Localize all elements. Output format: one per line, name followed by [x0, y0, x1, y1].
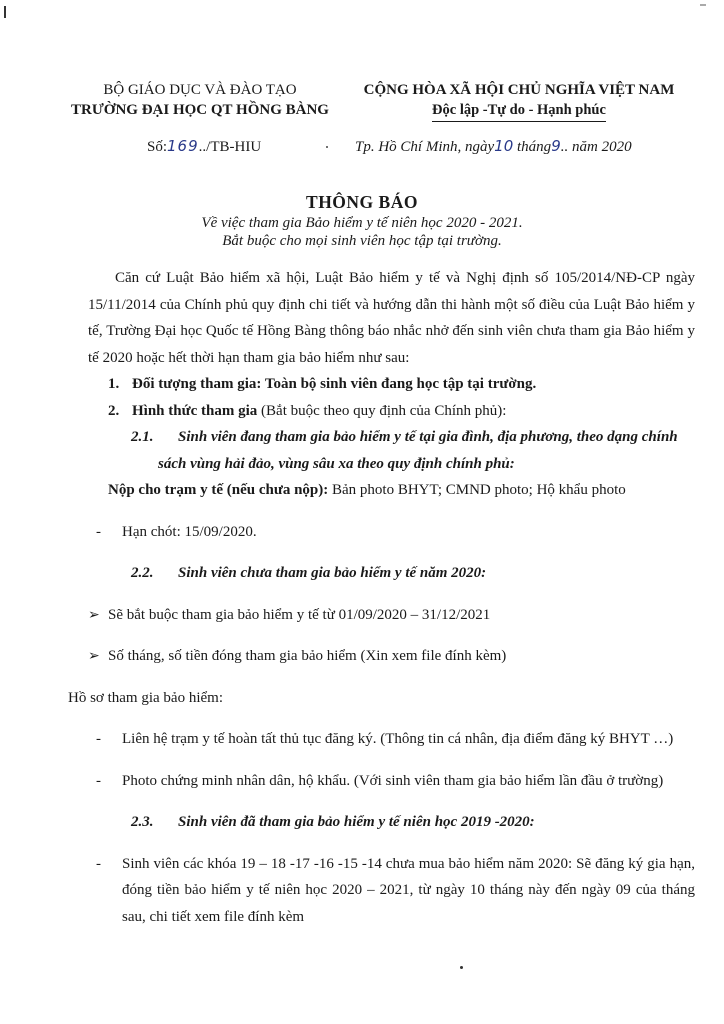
section-2-3-text: Sinh viên đã tham gia bảo hiểm y tế niên học 2019 -2020: — [178, 814, 535, 830]
intro-paragraph: Căn cứ Luật Bảo hiểm xã hội, Luật Bảo hiểm y tế và Nghị định số 105/2014/NĐ-CP ngày 15/11/2014 của Chính phủ quy định chi tiết và hướng dẫn thi hành một số điều của Luật Bảo hiểm y tế, Trường Đại học Quốc tế Hồng Bàng thông báo nhắc nhở đến sinh viên chưa tham gia Bảo hiểm y tế 2020 hoặc hết thời hạn tham gia bảo hiểm như sau: — [88, 270, 695, 366]
submit-rest: Bản photo BHYT; CMND photo; Hộ khẩu photo — [328, 482, 626, 498]
document-subtitle-1: Về việc tham gia Bảo hiểm y tế niên học 2020 - 2021. — [201, 215, 523, 231]
item-1-number: 1. — [108, 376, 120, 392]
national-motto: Độc lập -Tự do - Hạnh phúc — [432, 100, 606, 122]
reference-prefix: Số: — [147, 139, 168, 155]
bullet-1 — [88, 602, 695, 629]
national-header — [345, 80, 693, 122]
section-2-3-item-1: - Sinh viên các khóa 19 – 18 -17 -16 -15 -14 chưa mua bảo hiểm năm 2020: Sẽ đăng ký gia hạn, đóng tiền bảo hiểm y tế niên học 2020 – 2021, từ ngày 10 tháng này đến ngày 09 của tháng sau, chi tiết xem file đính kèm — [88, 851, 695, 931]
section-2-2-text: Sinh viên chưa tham gia bảo hiểm y tế năm 2020: — [178, 565, 487, 581]
dossier-heading: Hồ sơ tham gia bảo hiểm: — [68, 689, 223, 706]
section-2-3-number: 2.3. — [131, 814, 154, 830]
scan-mark-right — [700, 4, 706, 6]
arrow-bullet-icon: ➢ — [88, 648, 100, 664]
document-subtitle-2: Bắt buộc cho mọi sinh viên học tập tại trường. — [222, 233, 502, 249]
bullet-2 — [88, 643, 695, 670]
section-2-2-number: 2.2. — [131, 565, 154, 581]
arrow-bullet-icon: ➢ — [88, 606, 100, 623]
section-2-1-text: Sinh viên đang tham gia bảo hiểm y tế tại gia đình, địa phương, theo dạng chính sách vùng hải đảo, vùng sâu xa theo quy định chính phủ: — [158, 429, 678, 472]
reference-number — [147, 137, 261, 156]
reference-number-handwritten: 169 — [167, 137, 199, 155]
item-1 — [88, 371, 695, 398]
submit-bold: Nộp cho trạm y tế (nếu chưa nộp): — [108, 482, 329, 498]
date-day-handwritten: 10 — [494, 137, 514, 155]
issue-date — [355, 137, 632, 156]
date-year: .. năm 2020 — [560, 139, 632, 155]
section-2-3-heading — [88, 809, 695, 836]
section-2-1-heading — [88, 424, 695, 477]
deadline-item: - Hạn chót: 15/09/2020. — [88, 519, 695, 546]
dossier-item-1: - Liên hệ trạm y tế hoàn tất thủ tục đăng ký. (Thông tin cá nhân, địa điểm đăng ký BHYT …) — [88, 726, 695, 753]
document-title: THÔNG BÁO — [306, 192, 418, 212]
item-2-number: 2. — [108, 402, 120, 419]
date-month-label: tháng — [513, 139, 552, 155]
scan-mark — [4, 6, 6, 18]
scan-dot — [326, 146, 328, 148]
item-2 — [88, 398, 695, 425]
republic-name: CỘNG HÒA XÃ HỘI CHỦ NGHĨA VIỆT NAM — [363, 82, 675, 98]
scan-dot-bottom — [460, 966, 463, 969]
section-2-1-number: 2.1. — [131, 429, 154, 445]
bullet-1-text: Sẽ bắt buộc tham gia bảo hiểm y tế từ 01/09/2020 – 31/12/2021 — [108, 606, 491, 623]
item-2-bold: Hình thức tham gia — [132, 402, 258, 419]
issuer-header — [60, 80, 340, 120]
reference-suffix: ../TB-HIU — [198, 139, 262, 155]
item-1-text: Đối tượng tham gia: Toàn bộ sinh viên đang học tập tại trường. — [132, 376, 537, 392]
school-name: TRƯỜNG ĐẠI HỌC QT HỒNG BÀNG — [71, 102, 329, 118]
ministry-name: BỘ GIÁO DỤC VÀ ĐÀO TẠO — [103, 82, 297, 98]
item-2-rest: (Bắt buộc theo quy định của Chính phủ): — [257, 402, 507, 419]
document-body — [68, 265, 695, 945]
section-2-2-heading — [88, 560, 695, 587]
date-month-handwritten: 9 — [551, 137, 561, 155]
section-2-1-submit — [88, 477, 695, 504]
bullet-2-text: Số tháng, số tiền đóng tham gia bảo hiểm (Xin xem file đính kèm) — [108, 648, 507, 664]
date-place: Tp. Hồ Chí Minh, ngày — [355, 139, 495, 155]
dossier-item-2: - Photo chứng minh nhân dân, hộ khẩu. (Với sinh viên tham gia bảo hiểm lần đầu ở trường) — [88, 768, 695, 795]
